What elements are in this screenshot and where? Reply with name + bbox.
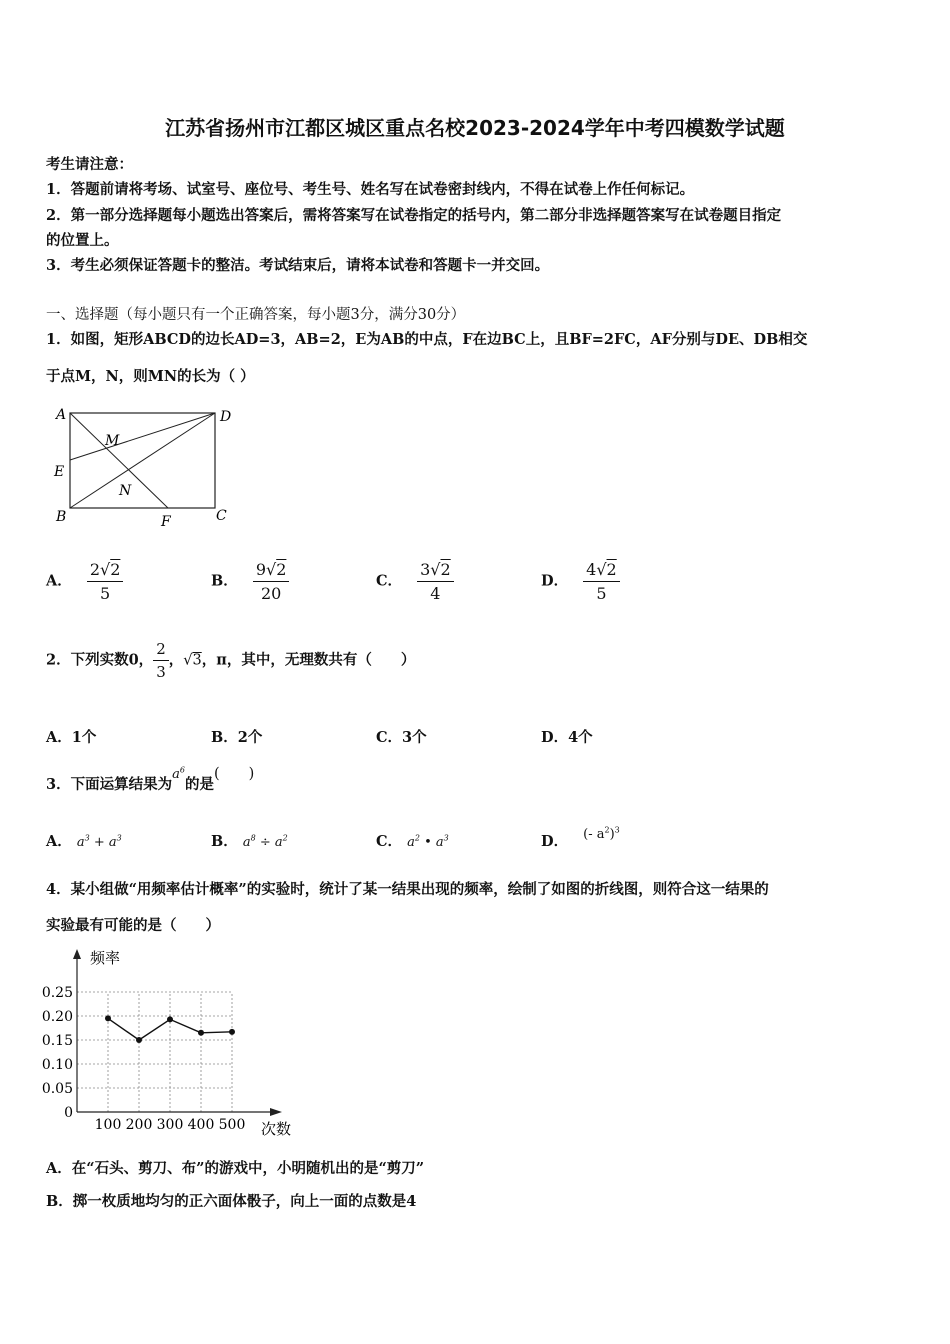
q1-option-d[interactable] xyxy=(541,560,620,603)
x-tick-label: 400 xyxy=(187,1117,215,1133)
operator: • xyxy=(419,835,436,850)
coef: 4 xyxy=(586,560,597,579)
label-f: F xyxy=(161,514,171,530)
numerator: 2 xyxy=(153,640,169,661)
option-letter: D． xyxy=(541,729,569,746)
q4-stem: 4．某小组做“用频率估计概率”的实验时，统计了某一结果出现的频率，绘制了如图的折线图，则符合这一结果的 xyxy=(46,881,769,898)
x-axis-label: 次数 xyxy=(261,1120,292,1138)
segment-ed xyxy=(70,413,215,460)
coef: 2 xyxy=(89,560,101,579)
notice-item: 3．考生必须保证答题卡的整洁。考试结束后，请将本试卷和答题卡一并交回。 xyxy=(46,257,550,274)
base: a xyxy=(172,767,180,782)
y-axis-label: 频率 xyxy=(90,949,121,967)
rectangle-figure xyxy=(48,403,248,533)
x-tick-label: 200 xyxy=(125,1117,153,1133)
option-expr xyxy=(583,827,620,842)
q1-stem-cont: 于点M，N，则MN的长为（ ） xyxy=(46,368,255,385)
radicand: 2 xyxy=(110,560,121,579)
denominator: 4 xyxy=(430,584,441,603)
notice-heading: 考生请注意： xyxy=(46,156,133,173)
data-point xyxy=(229,1029,235,1035)
q2-option-c[interactable] xyxy=(376,726,427,747)
q3-prefix: 3．下面运算结果为 xyxy=(46,776,173,793)
chart-axes xyxy=(42,949,282,1133)
q2-prefix: 2．下列实数0， xyxy=(46,651,154,669)
q3-stem xyxy=(46,764,255,793)
exponent: 3 xyxy=(614,825,620,835)
q4-option-b[interactable] xyxy=(46,1190,416,1211)
data-point xyxy=(136,1037,142,1043)
x-tick-label: 500 xyxy=(218,1117,246,1133)
radicand: 2 xyxy=(276,560,287,579)
label-n: N xyxy=(119,483,132,499)
option-letter: B． xyxy=(211,572,238,590)
sqrt-symbol: √ xyxy=(183,652,193,669)
denominator: 3 xyxy=(156,663,166,681)
q4-stem-cont: 实验最有可能的是（ ） xyxy=(46,917,220,934)
expr-base: (- a xyxy=(583,827,605,842)
q3-option-c[interactable] xyxy=(376,830,449,851)
exponent: 2 xyxy=(414,833,420,843)
notice-item: 的位置上。 xyxy=(46,232,119,249)
option-letter: D． xyxy=(541,572,569,590)
exponent: 2 xyxy=(282,833,288,843)
page-title: 江苏省扬州市江都区城区重点名校2023-2024学年中考四模数学试题 xyxy=(165,116,785,140)
y-tick-label: 0.20 xyxy=(41,1009,73,1025)
option-letter: C． xyxy=(376,729,403,746)
option-expr xyxy=(243,835,288,850)
q1-option-a[interactable] xyxy=(46,560,123,603)
data-point xyxy=(198,1030,204,1036)
y-tick-label: 0.10 xyxy=(41,1057,73,1073)
option-letter: D． xyxy=(541,833,569,850)
close-paren: ) xyxy=(609,827,615,842)
section-heading: 一、选择题（每小题只有一个正确答案，每小题3分，满分30分） xyxy=(46,307,466,323)
option-text: 在“石头、剪刀、布”的游戏中，小明随机出的是“剪刀” xyxy=(71,1160,425,1177)
notice-item: 1．答题前请将考场、试室号、座位号、考生号、姓名写在试卷密封线内，不得在试卷上作任何标记。 xyxy=(46,181,695,198)
label-m: M xyxy=(105,433,120,449)
q2-stem xyxy=(46,640,415,681)
exponent: 8 xyxy=(250,833,256,843)
x-tick-label: 100 xyxy=(94,1117,122,1133)
q4-option-a[interactable] xyxy=(46,1157,424,1178)
segment-bd xyxy=(70,413,215,508)
option-letter: C． xyxy=(376,572,403,590)
y-axis-arrow xyxy=(73,949,81,959)
q3-option-b[interactable] xyxy=(211,830,288,851)
option-letter: B． xyxy=(46,1193,73,1210)
denominator: 5 xyxy=(596,584,607,603)
exponent: 2 xyxy=(604,825,610,835)
notice-item: 2．第一部分选择题每小题选出答案后，需将答案写在试卷指定的括号内，第二部分非选择题答案写在试卷题目指定 xyxy=(46,207,782,224)
option-text: 4个 xyxy=(568,729,593,746)
option-letter: A． xyxy=(46,729,72,746)
fraction: $\frac{2√2}{5}$ xyxy=(87,560,124,603)
fraction xyxy=(153,640,169,681)
base: a xyxy=(242,835,251,850)
power-expr xyxy=(172,767,185,782)
option-letter: A． xyxy=(46,833,72,850)
base: a xyxy=(108,835,117,850)
q1-option-b[interactable] xyxy=(211,560,289,603)
q3-suffix: 的是 xyxy=(184,776,214,793)
sqrt-expr xyxy=(183,653,201,669)
q2-suffix: ，π，其中，无理数共有（ ） xyxy=(201,651,416,669)
option-letter: A． xyxy=(46,1160,72,1177)
answer-paren: ( ) xyxy=(213,766,255,782)
fraction: $\frac{4√2}{5}$ xyxy=(583,560,620,603)
fraction: $\frac{9√2}{20}$ xyxy=(253,560,290,603)
base: a xyxy=(274,835,283,850)
label-d: D xyxy=(220,409,232,425)
coef: 3 xyxy=(420,560,431,579)
q2-option-a[interactable] xyxy=(46,726,96,747)
fraction: $\frac{3√2}{4}$ xyxy=(417,560,454,603)
radicand: 2 xyxy=(606,560,617,579)
y-tick-label: 0.05 xyxy=(41,1081,73,1097)
q2-option-b[interactable] xyxy=(211,726,262,747)
operator: + xyxy=(89,835,109,850)
option-letter: B． xyxy=(211,833,238,850)
exponent: 3 xyxy=(443,833,449,843)
frequency-line-chart xyxy=(40,945,310,1140)
denominator: 20 xyxy=(260,584,282,603)
coef: 9 xyxy=(255,560,267,579)
radicand: 3 xyxy=(192,652,202,669)
option-expr xyxy=(77,835,122,850)
option-letter: B． xyxy=(211,729,238,746)
data-point xyxy=(105,1015,111,1021)
label-e: E xyxy=(54,464,65,480)
y-tick-label: 0.15 xyxy=(41,1033,73,1049)
base: a xyxy=(76,835,85,850)
exponent: 6 xyxy=(179,765,185,775)
q1-stem: 1．如图，矩形ABCD的边长AD=3，AB=2，E为AB的中点，F在边BC上，且BF=2FC，AF分别与DE、DB相交 xyxy=(46,331,808,348)
q2-option-d[interactable] xyxy=(541,726,593,747)
label-b: B xyxy=(56,509,67,525)
base: a xyxy=(435,835,444,850)
q3-option-d[interactable] xyxy=(541,825,620,851)
label-c: C xyxy=(216,508,227,524)
operator: ÷ xyxy=(255,835,275,850)
exponent: 3 xyxy=(116,833,122,843)
separator: ， xyxy=(168,651,184,669)
y-tick-label: 0 xyxy=(64,1105,73,1121)
radicand: 2 xyxy=(440,560,451,579)
x-tick-label: 300 xyxy=(156,1117,184,1133)
chart-grid xyxy=(77,992,232,1112)
option-text: 2个 xyxy=(237,729,263,746)
denominator: 5 xyxy=(100,584,111,603)
q3-option-a[interactable] xyxy=(46,830,122,851)
exponent: 3 xyxy=(84,833,90,843)
option-text: 掷一枚质地均匀的正六面体骰子，向上一面的点数是4 xyxy=(72,1193,417,1210)
data-point xyxy=(167,1016,173,1022)
option-expr xyxy=(407,835,449,850)
option-text: 1个 xyxy=(71,729,97,746)
option-text: 3个 xyxy=(402,729,427,746)
option-letter: C． xyxy=(376,833,403,850)
y-tick-label: 0.25 xyxy=(41,985,73,1001)
base: a xyxy=(407,835,415,850)
option-letter: A． xyxy=(46,572,72,590)
x-axis-arrow xyxy=(270,1108,282,1116)
q1-option-c[interactable] xyxy=(376,560,454,603)
label-a: A xyxy=(56,407,67,423)
